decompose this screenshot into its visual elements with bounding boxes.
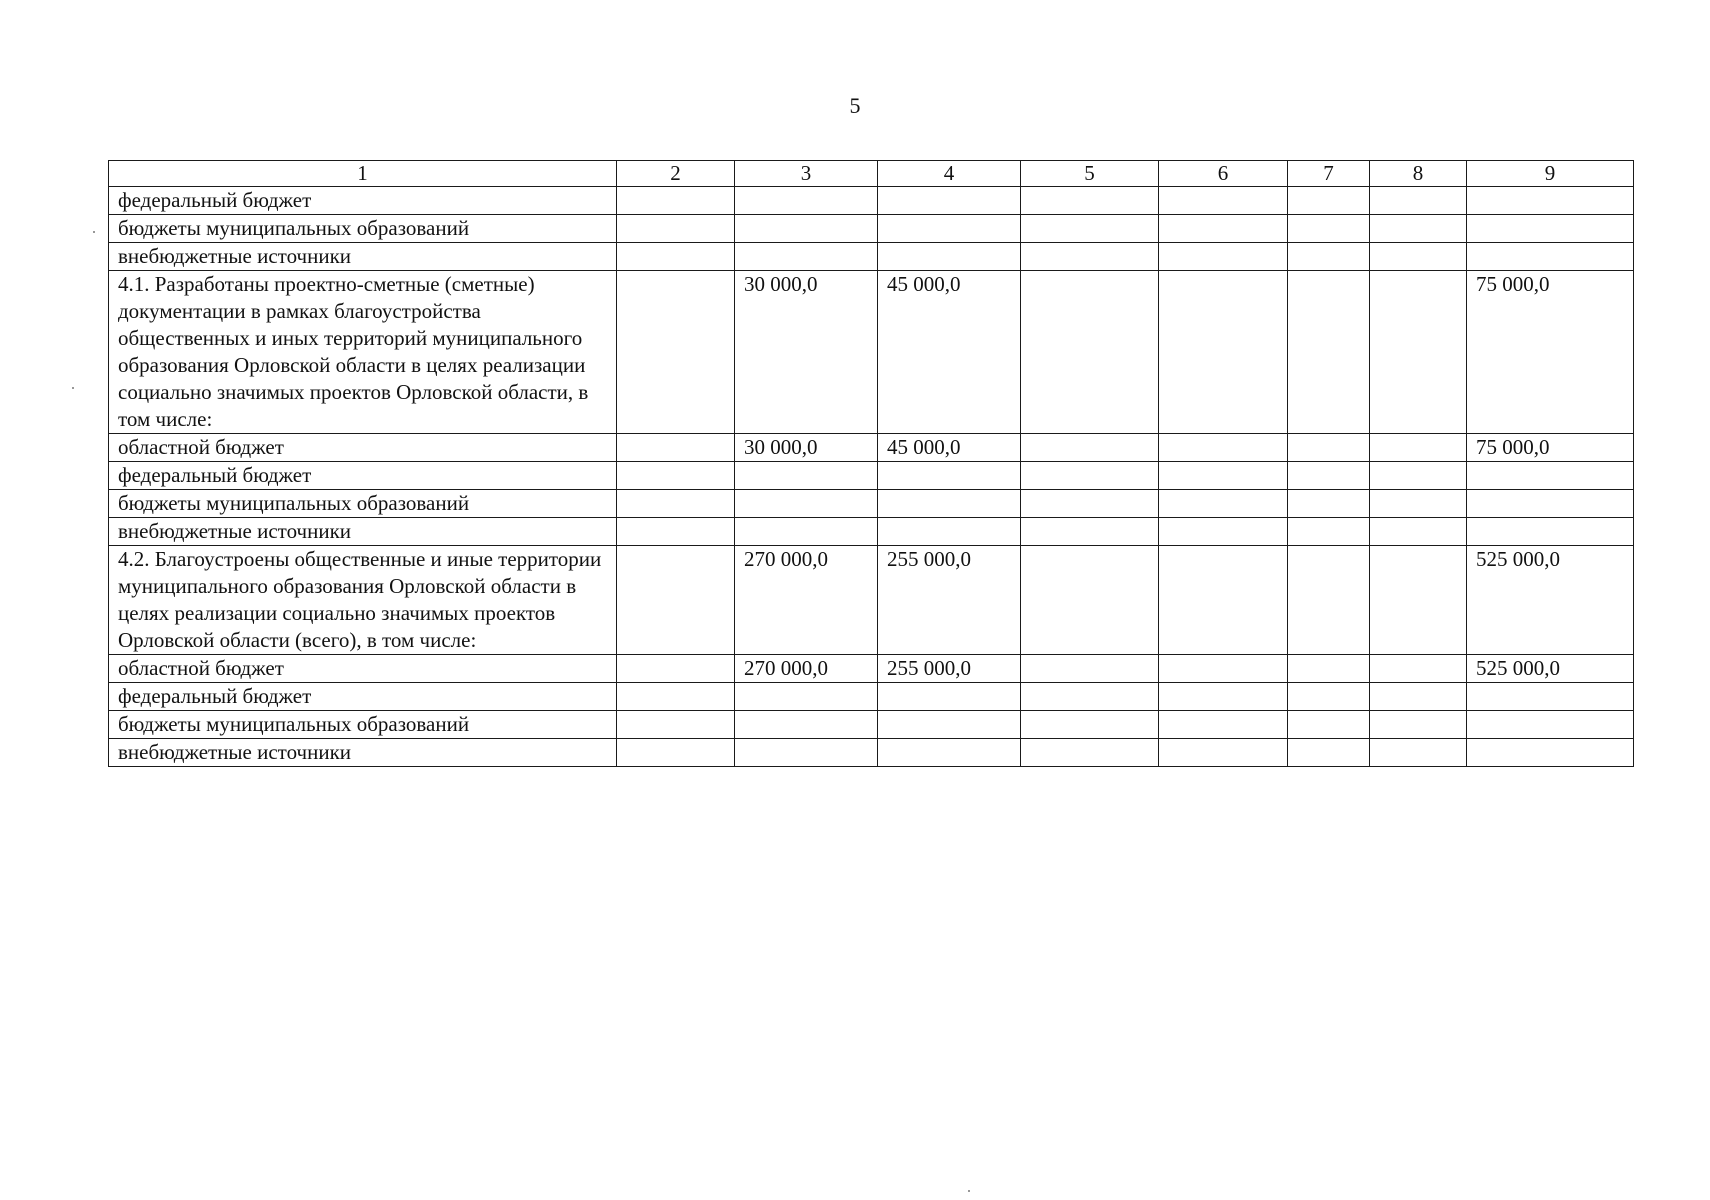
table-cell: 75 000,0 — [1467, 434, 1634, 462]
scan-speck — [93, 231, 95, 233]
table-cell — [617, 462, 735, 490]
table-cell — [1467, 683, 1634, 711]
table-cell — [1370, 215, 1467, 243]
table-cell: 270 000,0 — [735, 655, 878, 683]
table-cell — [1021, 462, 1159, 490]
table-cell — [617, 243, 735, 271]
table-cell — [1467, 518, 1634, 546]
table-cell — [1370, 546, 1467, 655]
table-cell — [1159, 243, 1288, 271]
table-cell — [878, 462, 1021, 490]
table-cell — [1159, 187, 1288, 215]
table-cell — [1021, 655, 1159, 683]
table-cell — [1159, 739, 1288, 767]
table-row — [109, 271, 1634, 434]
table-cell — [617, 546, 735, 655]
table-cell — [878, 490, 1021, 518]
table-cell — [1467, 462, 1634, 490]
row-label: внебюджетные источники — [109, 243, 617, 271]
table-cell — [1467, 187, 1634, 215]
table-row — [109, 490, 1634, 518]
table-cell — [878, 243, 1021, 271]
table-cell — [735, 215, 878, 243]
table-cell — [735, 518, 878, 546]
table-row — [109, 518, 1634, 546]
table-cell — [1159, 546, 1288, 655]
header-cell-col3: 3 — [735, 161, 878, 187]
table-cell: 525 000,0 — [1467, 546, 1634, 655]
row-label: федеральный бюджет — [109, 462, 617, 490]
header-cell-col6: 6 — [1159, 161, 1288, 187]
table-cell: 45 000,0 — [878, 434, 1021, 462]
table-cell — [1467, 490, 1634, 518]
table-cell — [1288, 546, 1370, 655]
table-cell — [1288, 711, 1370, 739]
table-cell — [1159, 683, 1288, 711]
table-row — [109, 711, 1634, 739]
table-cell — [1021, 271, 1159, 434]
table-cell — [1159, 518, 1288, 546]
table-cell — [1288, 462, 1370, 490]
table-cell: 30 000,0 — [735, 434, 878, 462]
table-cell — [1021, 546, 1159, 655]
table-cell — [617, 271, 735, 434]
table-cell — [1370, 243, 1467, 271]
header-cell-col4: 4 — [878, 161, 1021, 187]
table-cell — [1370, 655, 1467, 683]
table-cell — [1021, 215, 1159, 243]
table-cell — [1159, 215, 1288, 243]
table-cell — [1288, 739, 1370, 767]
table-cell — [1370, 711, 1467, 739]
row-label: внебюджетные источники — [109, 518, 617, 546]
table-cell — [1021, 434, 1159, 462]
header-cell-col9: 9 — [1467, 161, 1634, 187]
scan-speck — [968, 1190, 970, 1192]
row-label: областной бюджет — [109, 434, 617, 462]
row-label: областной бюджет — [109, 655, 617, 683]
row-label: бюджеты муниципальных образований — [109, 711, 617, 739]
row-label: 4.2. Благоустроены общественные и иные территории муниципального образования Орловской области в целях реализации социально значимых проектов Орловской области (всего), в том числе: — [109, 546, 617, 655]
table-cell — [1467, 711, 1634, 739]
table-cell — [1021, 490, 1159, 518]
table-row — [109, 655, 1634, 683]
table-cell — [735, 462, 878, 490]
page-number: 5 — [849, 93, 861, 118]
table-cell — [1288, 518, 1370, 546]
table-cell: 30 000,0 — [735, 271, 878, 434]
table-cell — [1370, 187, 1467, 215]
header-cell-col2: 2 — [617, 161, 735, 187]
scan-speck — [72, 387, 74, 389]
table-row — [109, 215, 1634, 243]
table-cell — [1467, 243, 1634, 271]
table-cell — [617, 434, 735, 462]
table-row — [109, 683, 1634, 711]
header-cell-col8: 8 — [1370, 161, 1467, 187]
table-cell — [1288, 271, 1370, 434]
table-cell — [1021, 711, 1159, 739]
table-cell: 75 000,0 — [1467, 271, 1634, 434]
table-cell — [878, 215, 1021, 243]
table-cell — [1288, 215, 1370, 243]
table-cell — [1370, 462, 1467, 490]
table-cell — [1288, 243, 1370, 271]
row-label: федеральный бюджет — [109, 683, 617, 711]
row-label: бюджеты муниципальных образований — [109, 215, 617, 243]
budget-table — [108, 160, 1634, 767]
table-row — [109, 187, 1634, 215]
row-label: федеральный бюджет — [109, 187, 617, 215]
table-cell — [1370, 739, 1467, 767]
table-cell — [735, 683, 878, 711]
table-cell — [1159, 462, 1288, 490]
table-cell — [1021, 739, 1159, 767]
table-row — [109, 462, 1634, 490]
table-cell — [617, 655, 735, 683]
table-cell — [1288, 434, 1370, 462]
table-cell — [1021, 243, 1159, 271]
table-cell: 270 000,0 — [735, 546, 878, 655]
table-cell — [1467, 739, 1634, 767]
table-cell — [1021, 683, 1159, 711]
table-cell: 45 000,0 — [878, 271, 1021, 434]
table-cell — [617, 683, 735, 711]
table-cell — [617, 490, 735, 518]
header-row — [109, 161, 1634, 187]
header-cell-col1: 1 — [109, 161, 617, 187]
table-cell — [735, 243, 878, 271]
table-cell — [1370, 490, 1467, 518]
table-cell — [1370, 434, 1467, 462]
row-label: внебюджетные источники — [109, 739, 617, 767]
table-cell — [878, 518, 1021, 546]
table-row — [109, 546, 1634, 655]
table-cell — [878, 711, 1021, 739]
table-cell — [1159, 490, 1288, 518]
table-cell — [735, 711, 878, 739]
table-cell — [1159, 711, 1288, 739]
table-row — [109, 739, 1634, 767]
table-cell — [617, 187, 735, 215]
table-row — [109, 243, 1634, 271]
table-cell — [1021, 518, 1159, 546]
row-label: 4.1. Разработаны проектно-сметные (сметные) документации в рамках благоустройства общественных и иных территорий муниципального образования Орловской области в целях реализации социально значимых проектов Орловской области, в том числе: — [109, 271, 617, 434]
table-cell — [1288, 655, 1370, 683]
table-cell — [617, 518, 735, 546]
table-cell: 255 000,0 — [878, 655, 1021, 683]
row-label: бюджеты муниципальных образований — [109, 490, 617, 518]
table-cell — [1467, 215, 1634, 243]
table-cell: 525 000,0 — [1467, 655, 1634, 683]
table-cell — [617, 739, 735, 767]
table-cell — [1159, 434, 1288, 462]
header-cell-col5: 5 — [1021, 161, 1159, 187]
table-cell — [1288, 683, 1370, 711]
table-cell: 255 000,0 — [878, 546, 1021, 655]
table-cell — [735, 187, 878, 215]
table-cell — [1370, 518, 1467, 546]
table-cell — [1288, 187, 1370, 215]
table-cell — [1021, 187, 1159, 215]
table-cell — [1288, 490, 1370, 518]
table-cell — [1370, 683, 1467, 711]
header-cell-col7: 7 — [1288, 161, 1370, 187]
table-cell — [1159, 655, 1288, 683]
table-cell — [617, 711, 735, 739]
table-cell — [878, 739, 1021, 767]
table-cell — [1159, 271, 1288, 434]
table-cell — [878, 187, 1021, 215]
table-row — [109, 434, 1634, 462]
table-cell — [735, 490, 878, 518]
table-cell — [735, 739, 878, 767]
table-cell — [878, 683, 1021, 711]
table-cell — [617, 215, 735, 243]
table-cell — [1370, 271, 1467, 434]
